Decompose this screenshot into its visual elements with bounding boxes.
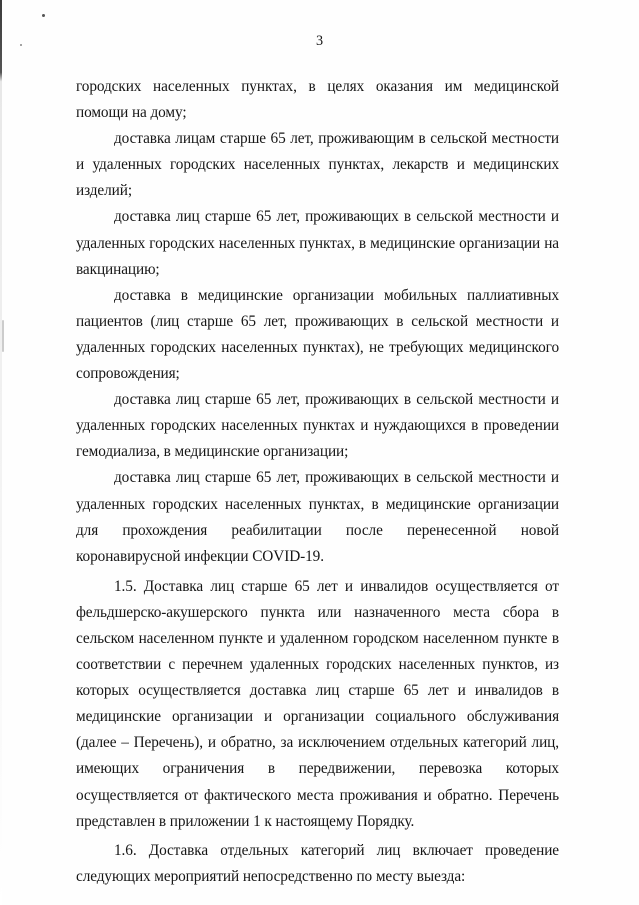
list-item-hemodialysis-delivery: доставка лиц старше 65 лет, проживающих в сельской местности и удаленных городских населенных пунктах и нуждающихся в проведении гемодиализа, в медицинские организации;	[76, 391, 559, 461]
list-item-vaccination-delivery: доставка лиц старше 65 лет, проживающих в сельской местности и удаленных городских населенных пунктах, в медицинские организации на вакцинацию;	[76, 208, 559, 278]
section-1-5-paragraph: 1.5. Доставка лиц старше 65 лет и инвалидов осуществляется от фельдшерско-акушерского пункта или назначенного места сбора в сельском населенном пункте и удаленном городском населенном пункте в соответствии с перечнем удаленных городских населенных пунктов, из которых осуществляется доставка лиц старше 65 лет и инвалидов в медицинские организации и организации социального обслуживания (далее – Перечень), и обратно, за исключением отдельных категорий лиц, имеющих ограничения в передвижении, перевозка которых осуществляется от фактического места проживания и обратно. Перечень представлен в приложении 1 к настоящему Порядку.	[76, 577, 559, 830]
list-item-medicine-delivery: доставка лицам старше 65 лет, проживающим в сельской местности и удаленных городских населенных пунктах, лекарств и медицинских изделий;	[76, 130, 559, 200]
list-item-rehabilitation-delivery: доставка лиц старше 65 лет, проживающих в сельской местности и удаленных городских населенных пунктах, в медицинские организации для прохождения реабилитации после перенесенной новой коронавирусной инфекции COVID-19.	[76, 469, 559, 565]
paragraph-continuation: городских населенных пунктах, в целях оказания им медицинской помощи на дому;	[76, 78, 559, 122]
section-1-6-paragraph: 1.6. Доставка отдельных категорий лиц включает проведение следующих мероприятий непосредственно по месту выезда:	[76, 841, 559, 885]
scan-speck	[2, 320, 4, 352]
scan-binding-edge	[0, 0, 2, 905]
list-item-palliative-delivery: доставка в медицинские организации мобильных паллиативных пациентов (лиц старше 65 лет, проживающих в сельской местности и удаленных городских населенных пунктах), не требующих медицинского сопровождения;	[76, 286, 559, 383]
scan-speck	[42, 14, 45, 17]
page-number: 3	[315, 33, 324, 49]
document-body	[76, 74, 559, 890]
